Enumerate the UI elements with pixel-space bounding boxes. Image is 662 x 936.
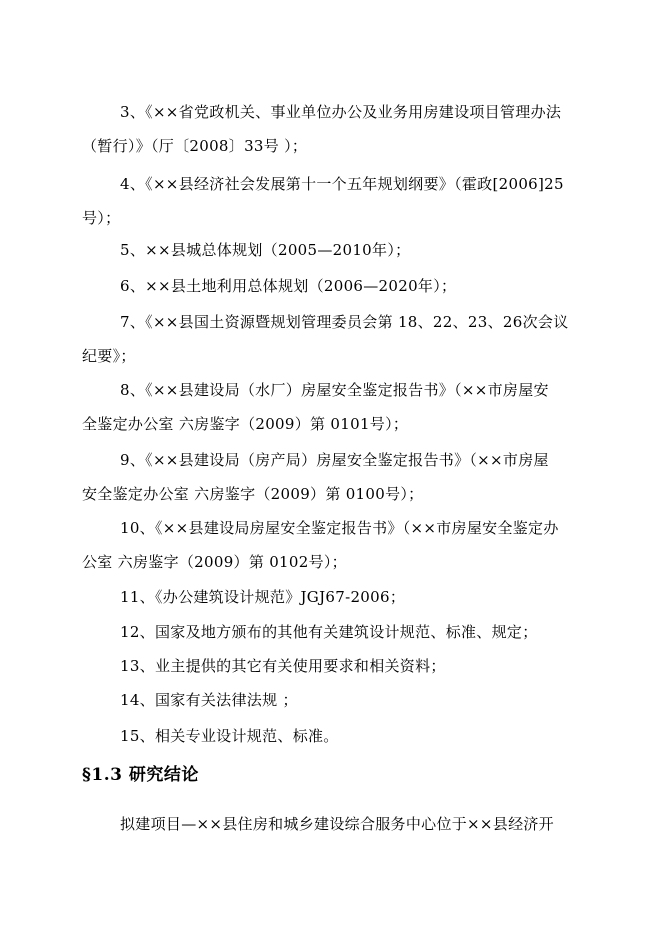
reference-item-7-line-2: 纪要》； [82, 347, 136, 365]
reference-item-7-line-1: 7、《××县国土资源暨规划管理委员会第 18、22、23、26次会议 [120, 313, 569, 331]
reference-item-11: 11、《办公建筑设计规范》JGJ67-2006； [120, 588, 406, 606]
reference-item-12: 12、国家及地方颁布的其他有关建筑设计规范、标准、规定； [120, 623, 538, 641]
reference-item-6: 6、××县土地利用总体规划（2006—2020年）； [120, 277, 457, 295]
reference-item-9-line-2: 安全鉴定办公室 六房鉴字（2009）第 0100号）； [82, 485, 424, 503]
reference-item-9-line-1: 9、《××县建设局（房产局）房屋安全鉴定报告书》（××市房屋 [120, 451, 549, 469]
reference-item-10-line-1: 10、《××县建设局房屋安全鉴定报告书》（××市房屋安全鉴定办 [120, 519, 559, 537]
reference-item-5: 5、××县城总体规划（2005—2010年）； [120, 241, 411, 259]
conclusion-paragraph-line-1: 拟建项目—××县住房和城乡建设综合服务中心位于××县经济开 [120, 815, 554, 833]
reference-item-3-line-2: （暂行）》（厅〔2008〕33号 ）； [82, 137, 308, 155]
reference-item-3-line-1: 3、《××省党政机关、事业单位办公及业务用房建设项目管理办法 [120, 103, 562, 121]
reference-item-10-line-2: 公室 六房鉴字（2009）第 0102号）； [82, 553, 347, 571]
reference-item-13: 13、业主提供的其它有关使用要求和相关资料； [120, 657, 446, 675]
reference-item-4-line-2: 号）； [82, 209, 121, 227]
reference-item-4-line-1: 4、《××县经济社会发展第十一个五年规划纲要》（霍政[2006]25 [120, 175, 564, 193]
reference-item-15: 15、相关专业设计规范、标准。 [120, 727, 339, 745]
reference-item-8-line-1: 8、《××县建设局（水厂）房屋安全鉴定报告书》（××市房屋安 [120, 381, 549, 399]
section-heading: §1.3 研究结论 [82, 765, 199, 785]
reference-item-8-line-2: 全鉴定办公室 六房鉴字（2009）第 0101号）； [82, 415, 409, 433]
reference-item-14: 14、国家有关法律法规 ； [120, 691, 298, 709]
